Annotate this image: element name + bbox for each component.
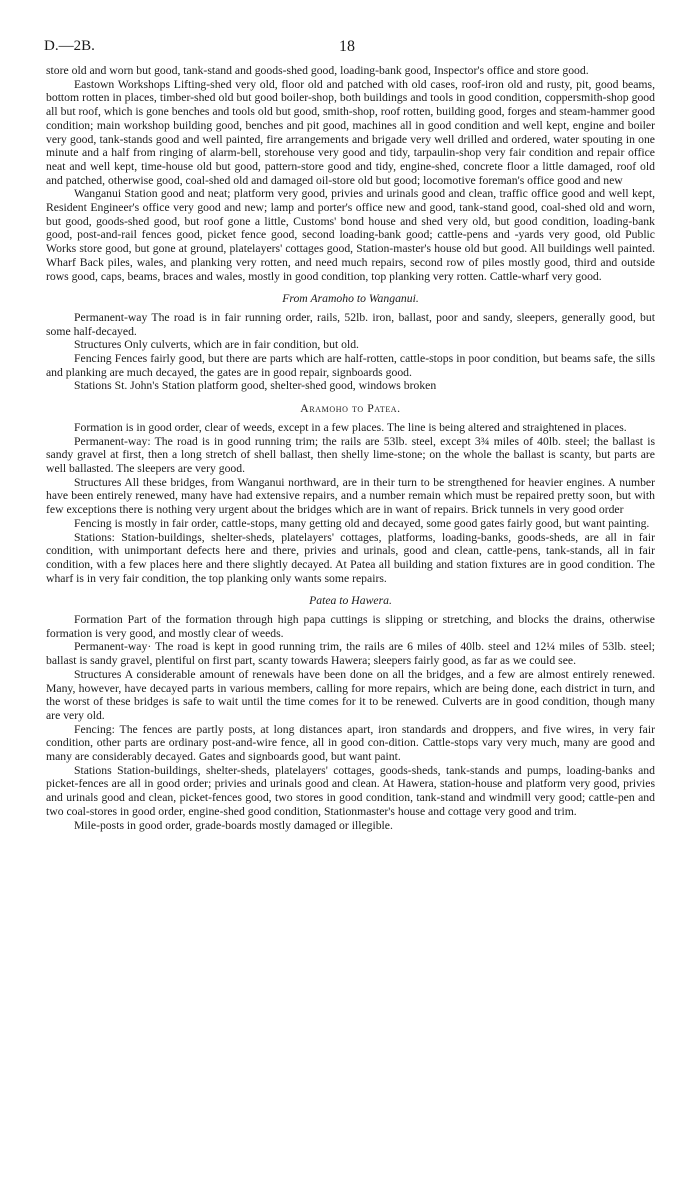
paragraph: Structures A considerable amount of renewals have been done on all the bridges, and a few are almost entirely renewed. Many, however, have decayed parts in various members, calling for more repairs, which are being done, each district in turn, and the worst of these bridges is safe to wait until the time comes for it to be renewed. Culverts are in good condition, though many are very old. — [46, 667, 655, 722]
paragraph: Formation Part of the formation through high papa cuttings is slipping or stretching, and blocks the drains, otherwise formation is very good, and mostly clear of weeds. — [46, 613, 655, 640]
paragraph: Fencing: The fences are partly posts, at long distances apart, iron standards and droppers, and five wires, in very fair condition, other parts are ordinary post-and-wire fence, all in good con-dition. Cattle-stops vary very much, many are good and many are considerably decayed. Gates and signboards good, but want paint. — [46, 722, 655, 764]
paragraph: store old and worn but good, tank-stand and goods-shed good, loading-bank good, Inspector's office and store good. — [46, 64, 589, 77]
section-heading: Aramoho to Patea. — [300, 402, 401, 416]
document-body — [46, 64, 655, 832]
section-heading: Patea to Hawera. — [309, 594, 392, 608]
paragraph: Stations Station-buildings, shelter-sheds, platelayers' cottages, goods-sheds, tank-stands and pumps, loading-banks and picket-fences are all in good order; privies and urinals good and clean. At Hawera, station-house and platform very good, privies and urinals good and clean, picket-fences good, two stores in good condition, tank-stand and windmill very good; cattle-pen and two coal-stores in good order, engine-shed good condition, Stationmaster's house and cottage very good and trim. — [46, 763, 655, 818]
paragraph: Eastown Workshops Lifting-shed very old, floor old and patched with old cases, roof-iron old and rusty, pit, good beams, bottom rotten in places, timber-shed old but good boiler-shop, both buildings and tools in good condition, coppersmith-shop good all but roof, which is gone benches and tools old but good, smith-shop, roof rotten, building good, forges and steam-hammer good condition; main workshop building good, benches and pit good, machines all in good condition and well kept, engine and boiler very good, tank-stands good and well painted, fire arrangements and brigade very well drilled and ordered, water spouting in one minute and a half from ringing of alarm-bell, storehouse very good and tidy, tarpaulin-shop very fair condition and repair office neat and well kept, time-house old but good, pattern-store good and tidy, engine-shed, concrete floor a little damaged, roof old and patched, otherwise good, coal-shed old and damaged oil-store old but good; locomotive foreman's office good and new — [46, 77, 655, 187]
paragraph: Structures All these bridges, from Wanganui northward, are in their turn to be strengthened for heavier engines. A number have been entirely renewed, many have had extensive repairs, and a number remain which must be repaired pretty soon, but with few exceptions there is nothing very urgent about the bridges which are in want of repairs. Brick tunnels in very good order — [46, 475, 655, 517]
paragraph: Permanent-way The road is in fair running order, rails, 52lb. iron, ballast, poor and sandy, sleepers, generally good, but some half-decayed. — [46, 310, 655, 338]
paragraph: Fencing is mostly in fair order, cattle-stops, many getting old and decayed, some good gates fairly good, but want painting. — [74, 516, 650, 530]
paragraph: Fencing Fences fairly good, but there are parts which are half-rotten, cattle-stops in poor condition, but beams safe, the sills and planking are much decayed, the gates are in good repair, signboards good. — [46, 352, 655, 379]
paragraph: Stations: Station-buildings, shelter-sheds, platelayers' cottages, platforms, loading-banks, goods-sheds, are all in fair condition, with unimportant defects here and there, privies and urinals, good and clean, cattle-pens, tank-stands, all in fair condition, with a few places here and there slightly decayed. At Patea all building and station fixtures are in good condition. The wharf is in very fair condition, the top planking only wants some repairs. — [46, 530, 655, 585]
section-heading: From Aramoho to Wanganui. — [282, 292, 419, 306]
paragraph: Stations St. John's Station platform good, shelter-shed good, windows broken — [74, 379, 437, 393]
paragraph: Mile-posts in good order, grade-boards mostly damaged or illegible. — [74, 818, 393, 832]
document-reference: D.—2B. — [44, 38, 95, 54]
paragraph: Permanent-way· The road is kept in good running trim, the rails are 6 miles of 40lb. steel and 12¼ miles of 53lb. steel; ballast is sandy gravel, plentiful on first part, scanty towards Hawera; sleepers fairly good, as far as we could see. — [46, 640, 655, 668]
paragraph: Structures Only culverts, which are in fair condition, but old. — [74, 338, 359, 352]
paragraph: Formation is in good order, clear of weeds, except in a few places. The line is being altered and straightened in places. — [74, 420, 627, 434]
page-header — [46, 38, 655, 64]
paragraph: Permanent-way: The road is in good running trim; the rails are 53lb. steel, except 3¾ miles of 40lb. steel; the ballast is sandy gravel at first, then a long stretch of shell ballast, then shelly lime-stone; on the whole the ballast is scanty, but parts are well ballasted. The sleepers are very good. — [46, 434, 655, 475]
page-number: 18 — [339, 38, 355, 55]
paragraph: Wanganui Station good and neat; platform very good, privies and urinals good and clean, traffic office good and well kept, Resident Engineer's office very good and new; lamp and porter's office new and good, tank-stand good, coal-shed old and worn, but good, goods-shed good, but roof gone a little, Customs' bond house and shed very old, but good condition, loading-bank good, post-and-rail fences good, picket fence good, second loading-bank good; cattle-pens and -yards very good, old Public Works store good, but gone at ground, platelayers' cottages good, Station-master's house old but good. All buildings well painted. Wharf Back piles, wales, and planking very rotten, and need much repairs, second row of piles mostly good, third and outside rows good, caps, beams, braces and wales, mostly in good condition, top planking very rotten. Cattle-wharf very good. — [46, 187, 655, 283]
